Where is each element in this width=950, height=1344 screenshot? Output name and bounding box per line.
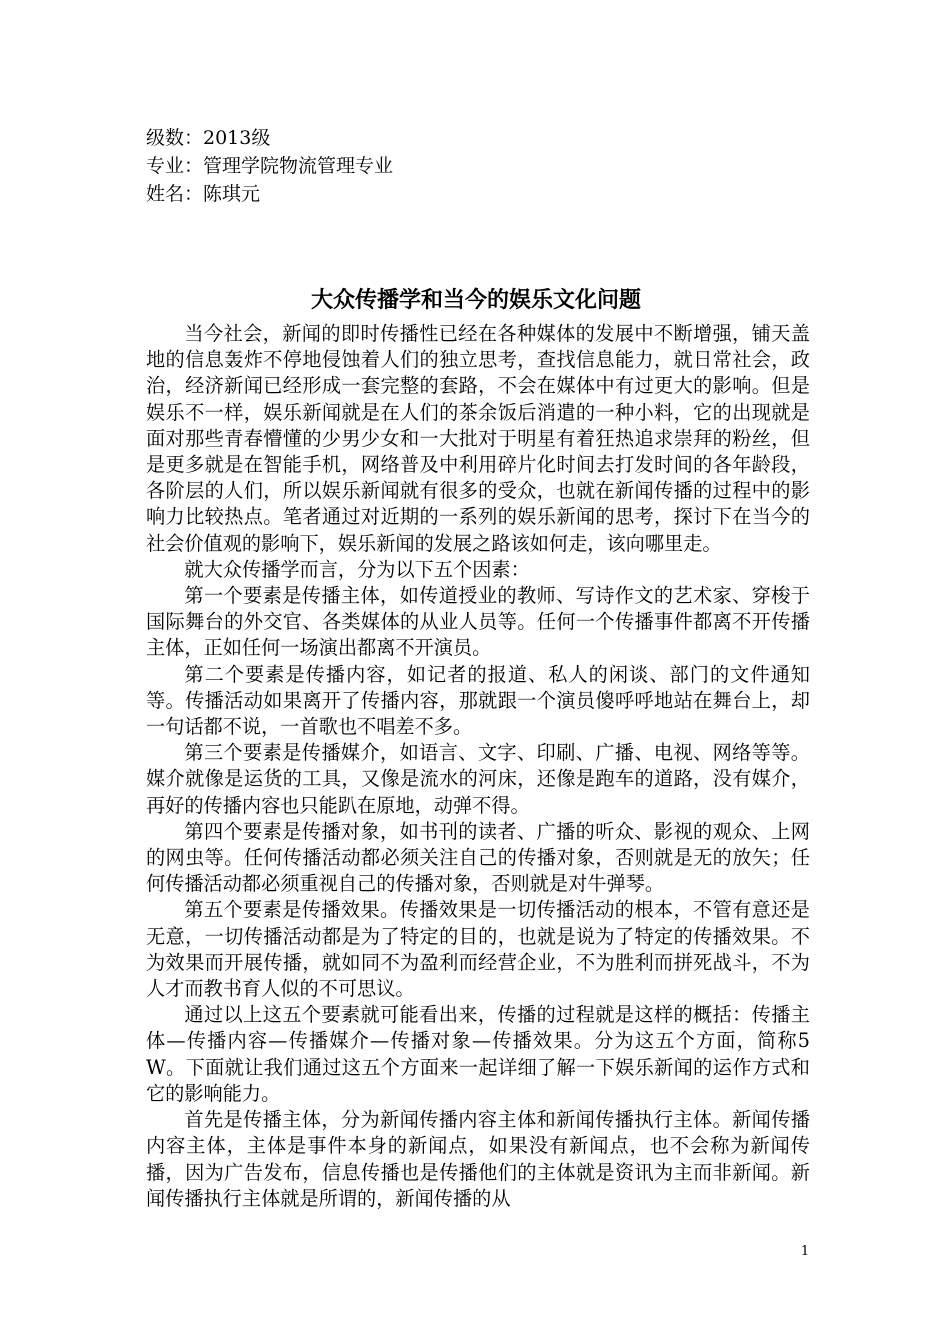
grade-line: 级数：2013级 [146, 127, 271, 149]
article-body [146, 321, 810, 1212]
paragraph: 第二个要素是传播内容，如记者的报道、私人的闲谈、部门的文件通知等。传播活动如果离开了传播内容，那就跟一个演员傻呼呼地站在舞台上，却一句话都不说，一首歌也不唱差不多。 [146, 662, 810, 739]
article-title: 大众传播学和当今的娱乐文化问题 [310, 288, 641, 313]
paragraph: 第一个要素是传播主体，如传道授业的教师、写诗作文的艺术家、穿梭于国际舞台的外交官、各类媒体的从业人员等。任何一个传播事件都离不开传播主体，正如任何一场演出都离不开演员。 [146, 584, 810, 660]
major-line: 专业：管理学院物流管理专业 [146, 155, 394, 177]
paragraph: 第三个要素是传播媒介，如语言、文字、印刷、广播、电视、网络等等。媒介就像是运货的工具，又像是流水的河床，还像是跑车的道路，没有媒介，再好的传播内容也只能趴在原地，动弹不得。 [146, 741, 810, 817]
page-number: 1 [800, 1244, 810, 1259]
paragraph: 首先是传播主体，分为新闻传播内容主体和新闻传播执行主体。新闻传播内容主体，主体是事件本身的新闻点，如果没有新闻点，也不会称为新闻传播，因为广告发布，信息传播也是传播他们的主体就是资讯为主而非新闻。新闻传播执行主体就是所谓的，新闻传播的从 [146, 1108, 810, 1210]
paragraph: 第四个要素是传播对象，如书刊的读者、广播的听众、影视的观众、上网的网虫等。任何传播活动都必须关注自己的传播对象，否则就是无的放矢；任何传播活动都必须重视自己的传播对象，否则就是对牛弹琴。 [146, 819, 810, 896]
paragraph: 当今社会，新闻的即时传播性已经在各种媒体的发展中不断增强，铺天盖地的信息轰炸不停地侵蚀着人们的独立思考，查找信息能力，就日常社会，政治，经济新闻已经形成一套完整的套路，不会在媒体中有过更大的影响。但是娱乐不一样，娱乐新闻就是在人们的茶余饭后消遣的一种小料，它的出现就是面对那些青春懵懂的少男少女和一大批对于明星有着狂热追求崇拜的粉丝，但是更多就是在智能手机，网络普及中利用碎片化时间去打发时间的各年龄段，各阶层的人们，所以娱乐新闻就有很多的受众，也就在新闻传播的过程中的影响力比较热点。笔者通过对近期的一系列的娱乐新闻的思考，探讨下在当今的社会价值观的影响下，娱乐新闻的发展之路该如何走，该向哪里走。 [146, 322, 810, 555]
name-line: 姓名：陈琪元 [146, 183, 261, 205]
student-info [146, 124, 806, 208]
paragraph: 就大众传播学而言，分为以下五个因素： [184, 557, 530, 581]
paragraph: 通过以上这五个要素就可能看出来，传播的过程就是这样的概括：传播主体—传播内容—传播媒介—传播对象—传播效果。分为这五个方面，简称5W。下面就让我们通过这五个方面来一起详细了解一下娱乐新闻的运作方式和它的影响能力。 [146, 1003, 810, 1105]
paragraph: 第五个要素是传播效果。传播效果是一切传播活动的根本，不管有意还是无意，一切传播活动都是为了特定的目的，也就是说为了特定的传播效果。不为效果而开展传播，就如同不为盈利而经营企业，不为胜利而拼死战斗，不为人才而教书育人似的不可思议。 [146, 898, 810, 1001]
